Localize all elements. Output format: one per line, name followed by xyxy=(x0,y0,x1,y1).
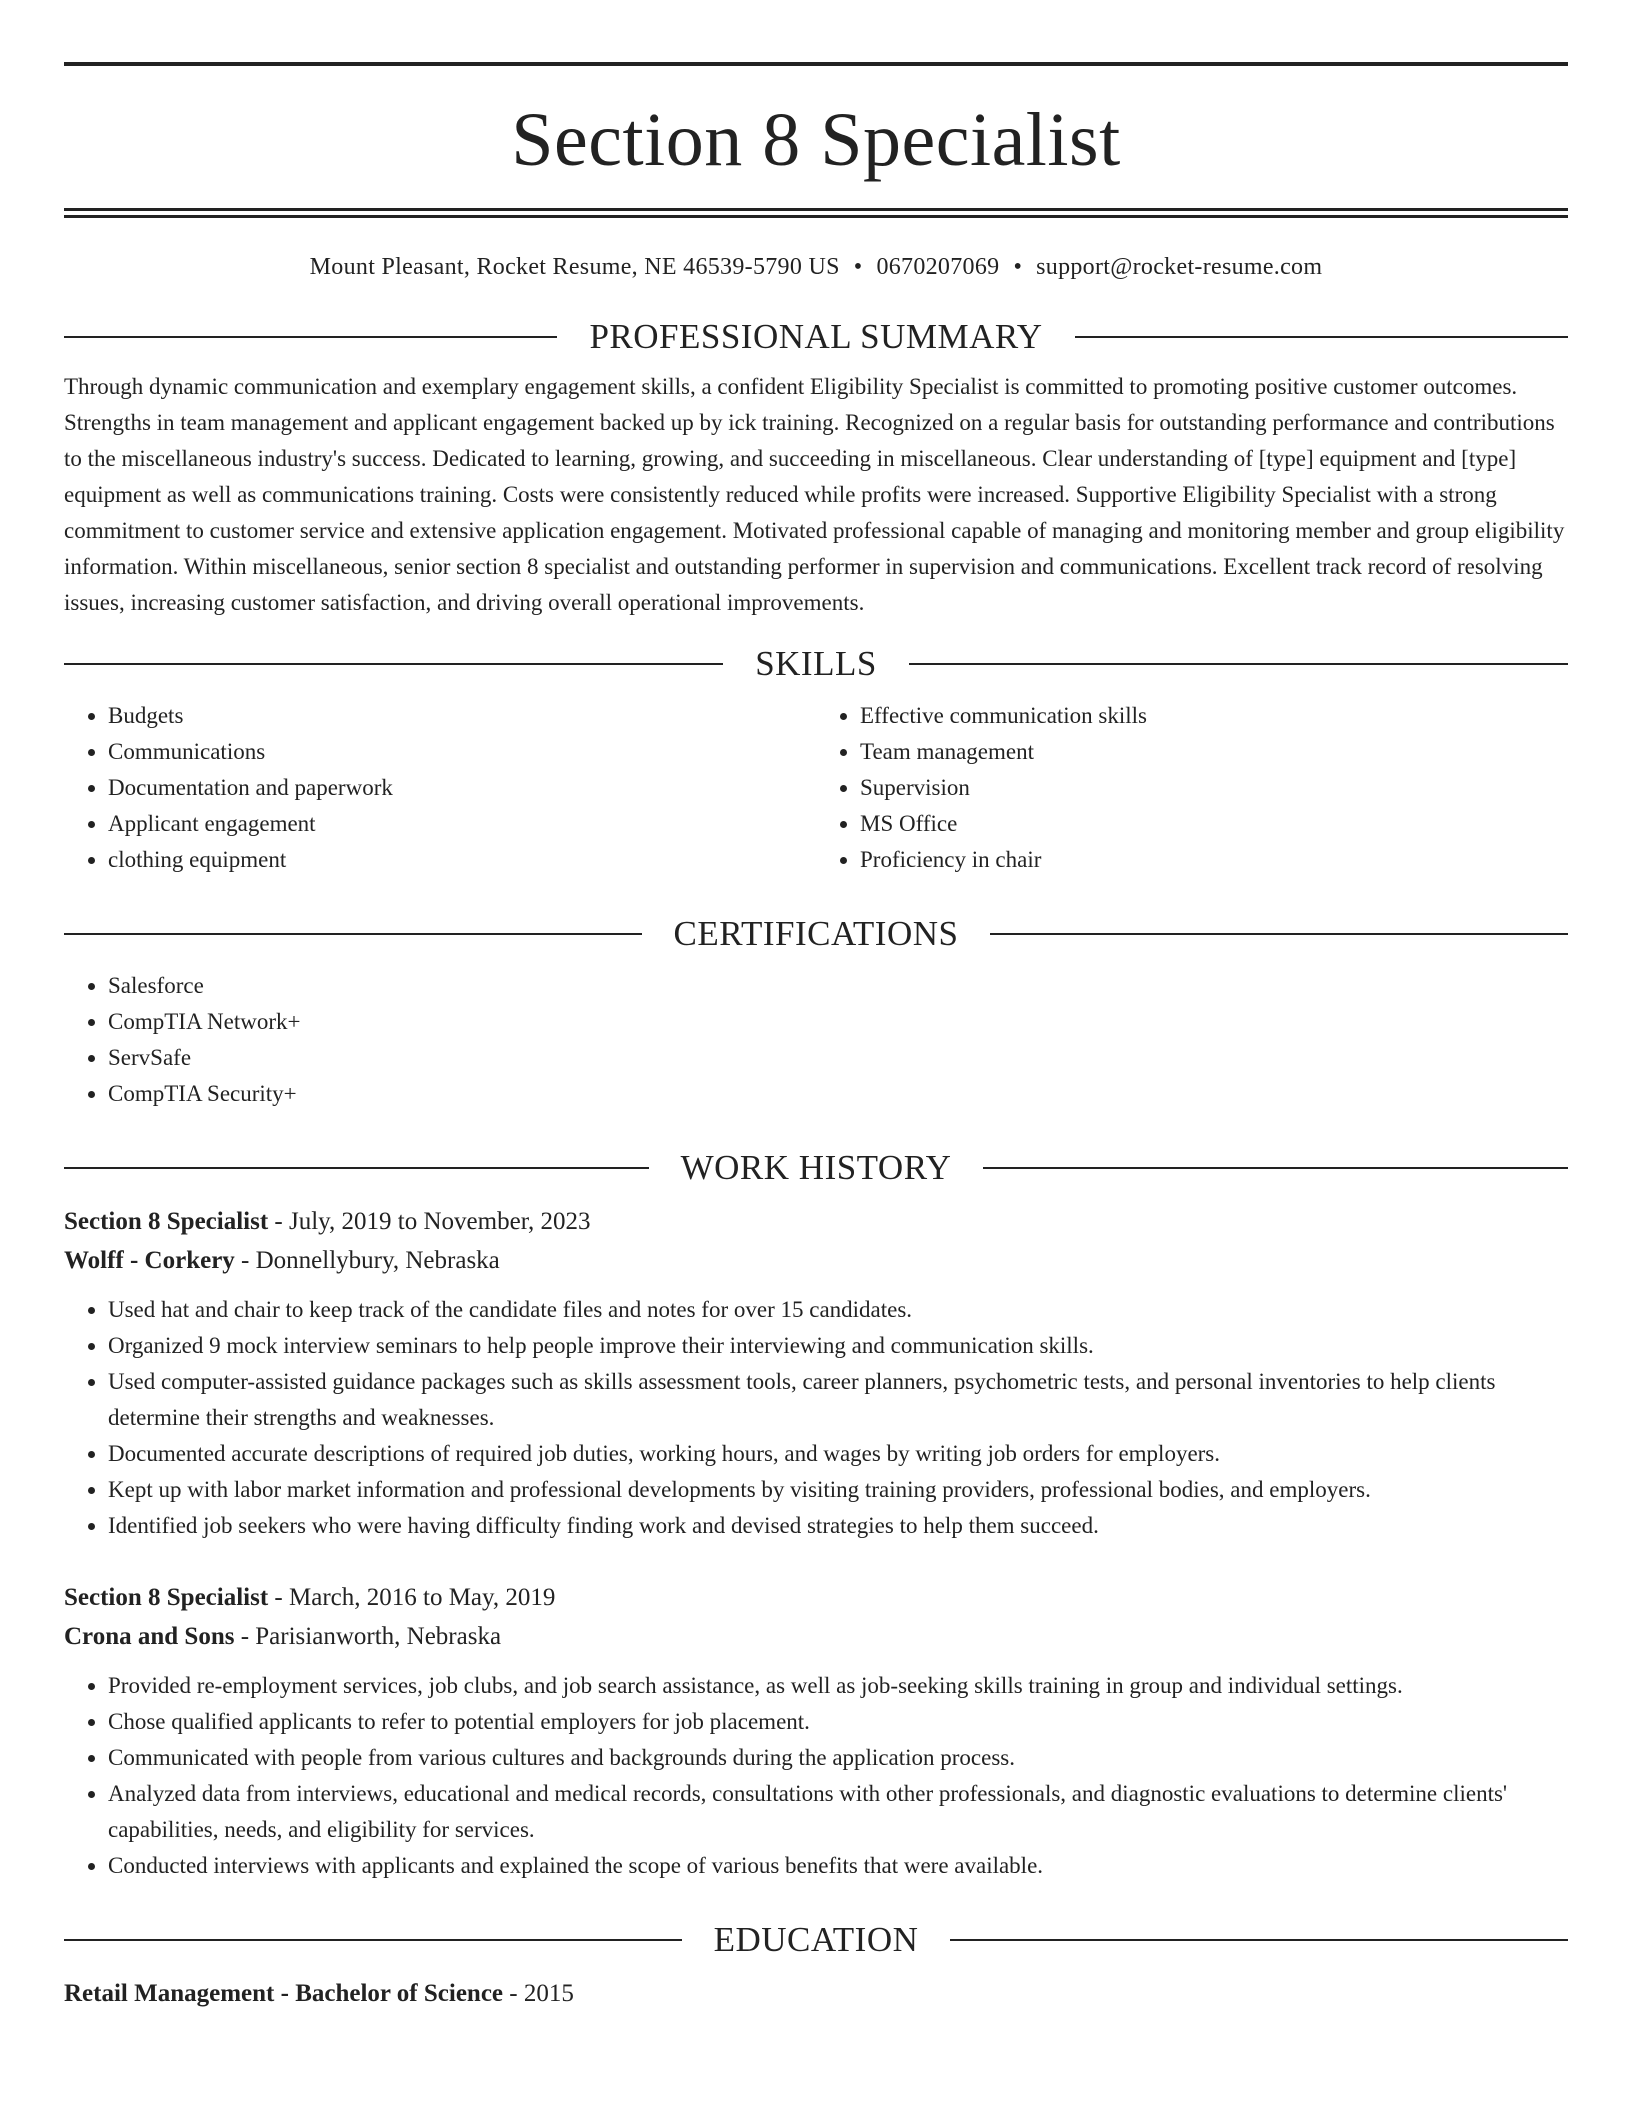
job-bullet: • Identified job seekers who were having difficulty finding work and devised strategies to help them succeed. xyxy=(108,1508,1568,1544)
job-location: Parisianworth, Nebraska xyxy=(255,1623,502,1650)
contact-address: Mount Pleasant, Rocket Resume, NE 46539-5790 US xyxy=(309,254,840,280)
skill-item: • clothing equipment xyxy=(108,842,816,878)
job-bullet: • Provided re-employment services, job clubs, and job search assistance, as well as job-seeking skills training in group and individual settings. xyxy=(108,1668,1568,1704)
job-company-line: Wolff - Corkery - Donnellybury, Nebraska xyxy=(64,1247,500,1274)
top-rule xyxy=(64,62,1568,66)
education-year: 2015 xyxy=(523,1980,574,2007)
section-heading-summary xyxy=(64,317,1568,357)
skill-item: • Proficiency in chair xyxy=(860,842,1568,878)
job-dates: March, 2016 to May, 2019 xyxy=(289,1584,556,1611)
section-heading-certifications xyxy=(64,914,1568,954)
job-title: Section 8 Specialist xyxy=(64,1584,269,1611)
job-bullets xyxy=(64,1292,1568,1544)
education-degree: Retail Management - Bachelor of Science xyxy=(64,1980,504,2007)
heading-rule xyxy=(950,1939,1568,1941)
certification-item: • Salesforce xyxy=(108,968,1568,1004)
job-company: Crona and Sons xyxy=(64,1623,235,1650)
job-bullets xyxy=(64,1668,1568,1884)
heading-rule xyxy=(64,663,723,665)
section-heading-skills xyxy=(64,644,1568,684)
job-bullet: • Kept up with labor market information and professional developments by visiting training providers, professional bodies, and employers. xyxy=(108,1472,1568,1508)
heading-rule xyxy=(990,933,1568,935)
job-entry xyxy=(64,1202,1568,1544)
resume-name: Section 8 Specialist xyxy=(511,98,1121,182)
certification-item: • CompTIA Network+ xyxy=(108,1004,1568,1040)
summary-text: Through dynamic communication and exemplary engagement skills, a confident Eligibility Specialist is committed to promoting positive customer outcomes. Strengths in team management and applicant engagement backed up by ick training. Recognized on a regular basis for outstanding performance and contributions to the miscellaneous industry's success. Dedicated to learning, growing, and succeeding in miscellaneous. Clear understanding of [type] equipment and [type] equipment as well as communications training. Costs were consistently reduced while profits were increased. Supportive Eligibility Specialist with a strong commitment to customer service and extensive application engagement. Motivated professional capable of managing and monitoring member and group eligibility information. Within miscellaneous, senior section 8 specialist and outstanding performer in supervision and communications. Excellent track record of resolving issues, increasing customer satisfaction, and driving overall operational improvements. xyxy=(64,374,1565,615)
job-bullet: • Chose qualified applicants to refer to potential employers for job placement. xyxy=(108,1704,1568,1740)
heading-rule xyxy=(64,1167,649,1169)
skill-item: • Documentation and paperwork xyxy=(108,770,816,806)
job-title: Section 8 Specialist xyxy=(64,1208,269,1235)
heading-rule xyxy=(909,663,1568,665)
contact-separator: • xyxy=(853,254,863,280)
job-bullet: • Analyzed data from interviews, educational and medical records, consultations with other professionals, and diagnostic evaluations to determine clients' capabilities, needs, and eligibility for services. xyxy=(108,1776,1568,1848)
heading-rule xyxy=(64,1939,682,1941)
contact-email[interactable]: support@rocket-resume.com xyxy=(1036,254,1323,280)
section-title: WORK HISTORY xyxy=(680,1148,952,1187)
contact-separator: • xyxy=(1013,254,1023,280)
section-title: PROFESSIONAL SUMMARY xyxy=(589,317,1043,356)
skills-column-right xyxy=(816,698,1568,878)
skill-item: • Budgets xyxy=(108,698,816,734)
heading-rule xyxy=(983,1167,1568,1169)
education-entry: Retail Management - Bachelor of Science - 2015 xyxy=(64,1980,574,2007)
section-title: SKILLS xyxy=(755,644,877,683)
certification-item: • CompTIA Security+ xyxy=(108,1076,1568,1112)
skill-item: • Communications xyxy=(108,734,816,770)
skills-column-left xyxy=(64,698,816,878)
skill-item: • MS Office xyxy=(860,806,1568,842)
section-title: EDUCATION xyxy=(713,1920,919,1959)
contact-line xyxy=(64,254,1568,281)
job-location: Donnellybury, Nebraska xyxy=(255,1247,500,1274)
skill-item: • Supervision xyxy=(860,770,1568,806)
skill-item: • Team management xyxy=(860,734,1568,770)
job-title-line: Section 8 Specialist - March, 2016 to May, 2019 xyxy=(64,1584,556,1611)
job-company-line: Crona and Sons - Parisianworth, Nebraska xyxy=(64,1623,502,1650)
section-heading-work-history xyxy=(64,1148,1568,1188)
job-bullet: • Conducted interviews with applicants and explained the scope of various benefits that were available. xyxy=(108,1848,1568,1884)
certification-item: • ServSafe xyxy=(108,1040,1568,1076)
heading-rule xyxy=(1075,336,1568,338)
heading-rule xyxy=(64,336,557,338)
contact-phone[interactable]: 0670207069 xyxy=(876,254,1000,280)
job-bullet: • Documented accurate descriptions of required job duties, working hours, and wages by writing job orders for employers. xyxy=(108,1436,1568,1472)
job-bullet: • Used computer-assisted guidance packages such as skills assessment tools, career planners, psychometric tests, and personal inventories to help clients determine their strengths and weaknesses. xyxy=(108,1364,1568,1436)
certifications-list xyxy=(64,968,1568,1112)
job-company: Wolff - Corkery xyxy=(64,1247,235,1274)
job-bullet: • Used hat and chair to keep track of the candidate files and notes for over 15 candidates. xyxy=(108,1292,1568,1328)
section-title: CERTIFICATIONS xyxy=(673,914,959,953)
job-title-line: Section 8 Specialist - July, 2019 to November, 2023 xyxy=(64,1208,591,1235)
section-heading-education xyxy=(64,1920,1568,1960)
skill-item: • Effective communication skills xyxy=(860,698,1568,734)
job-bullet: • Organized 9 mock interview seminars to help people improve their interviewing and communication skills. xyxy=(108,1328,1568,1364)
job-entry xyxy=(64,1578,1568,1884)
skills-list xyxy=(64,698,1568,878)
heading-rule xyxy=(64,933,642,935)
double-rule xyxy=(64,208,1568,218)
job-bullet: • Communicated with people from various cultures and backgrounds during the application process. xyxy=(108,1740,1568,1776)
skill-item: • Applicant engagement xyxy=(108,806,816,842)
job-dates: July, 2019 to November, 2023 xyxy=(289,1208,591,1235)
